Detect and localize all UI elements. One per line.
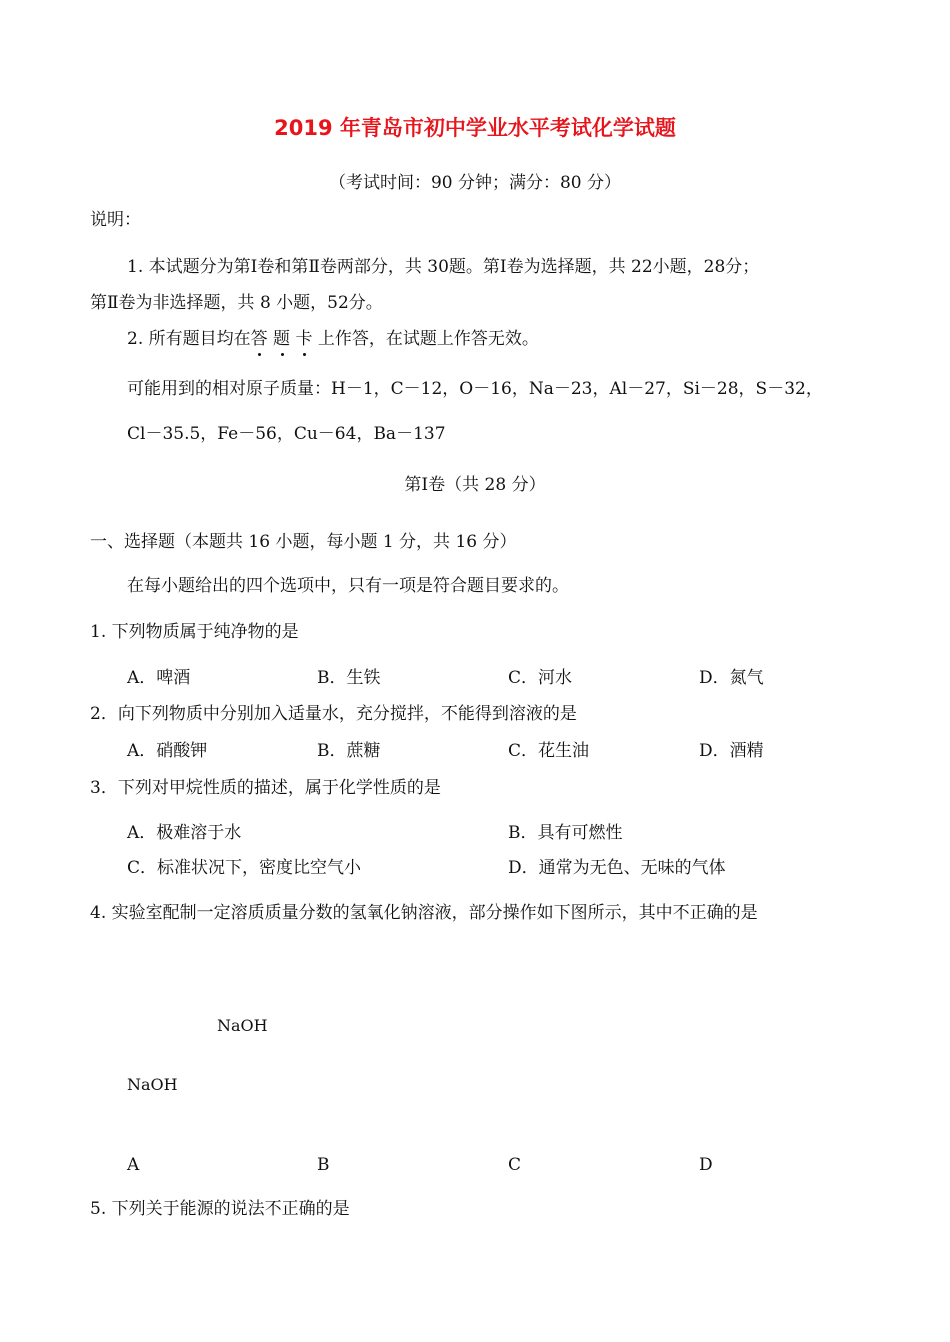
emphasis-char: 答: [250, 329, 268, 349]
figure-label-naoh-a: NaOH: [127, 1075, 178, 1094]
question-2-stem: 2．向下列物质中分别加入适量水，充分搅拌，不能得到溶液的是: [90, 704, 577, 724]
atomic-mass-line-2: Cl－35.5，Fe－56，Cu－64，Ba－137: [127, 424, 446, 444]
figure-label-naoh-b: NaOH: [217, 1016, 268, 1035]
exam-meta: （考试时间：90 分钟；满分：80 分）: [328, 173, 622, 193]
q1-option-c: C．河水: [508, 668, 573, 688]
note-2: [127, 328, 539, 350]
q3-option-c: C．标准状况下，密度比空气小: [127, 858, 362, 878]
figure-caption-c: C: [508, 1155, 522, 1175]
q2-option-a: A．硝酸钾: [127, 741, 208, 761]
page-title: 2019 年青岛市初中学业水平考试化学试题: [274, 116, 676, 140]
question-4-stem: 4. 实验室配制一定溶质质量分数的氢氧化钠溶液，部分操作如下图所示，其中不正确的是: [90, 903, 758, 923]
emphasis-char: 卡: [295, 329, 313, 349]
part-1-instruction: 在每小题给出的四个选项中，只有一项是符合题目要求的。: [127, 576, 569, 596]
note-2-prefix: 2. 所有题目均在: [127, 329, 251, 349]
note-2-suffix: 上作答，在试题上作答无效。: [317, 329, 539, 349]
figure-caption-a: A: [127, 1155, 140, 1175]
question-3-stem: 3．下列对甲烷性质的描述，属于化学性质的是: [90, 778, 441, 798]
note-1-line-1: 1. 本试题分为第Ⅰ卷和第Ⅱ卷两部分，共 30题。第Ⅰ卷为选择题，共 22小题，28分；: [127, 257, 760, 277]
q2-option-d: D．酒精: [699, 741, 764, 761]
q1-option-a: A．啤酒: [127, 668, 191, 688]
part-1-heading: 一、选择题（本题共 16 小题，每小题 1 分，共 16 分）: [90, 532, 517, 552]
note-label: 说明：: [90, 210, 141, 230]
note-1-line-2: 第Ⅱ卷为非选择题，共 8 小题，52分。: [90, 293, 383, 313]
q3-option-a: A．极难溶于水: [127, 823, 242, 843]
q2-option-b: B．蔗糖: [317, 741, 381, 761]
question-5-stem: 5. 下列关于能源的说法不正确的是: [90, 1199, 350, 1219]
q3-option-d: D．通常为无色、无味的气体: [508, 858, 726, 878]
figure-caption-d: D: [699, 1155, 713, 1175]
atomic-mass-line-1: 可能用到的相对原子质量：H－1，C－12，O－16，Na－23，Al－27，Si－28，S－32，: [127, 379, 823, 399]
q2-option-c: C．花生油: [508, 741, 590, 761]
question-1-stem: 1. 下列物质属于纯净物的是: [90, 622, 299, 642]
section-title: 第Ⅰ卷（共 28 分）: [404, 475, 546, 495]
q1-option-b: B．生铁: [317, 668, 381, 688]
q3-option-b: B．具有可燃性: [508, 823, 623, 843]
emphasis-char: 题: [273, 329, 291, 349]
q1-option-d: D．氮气: [699, 668, 764, 688]
figure-caption-b: B: [317, 1155, 330, 1175]
